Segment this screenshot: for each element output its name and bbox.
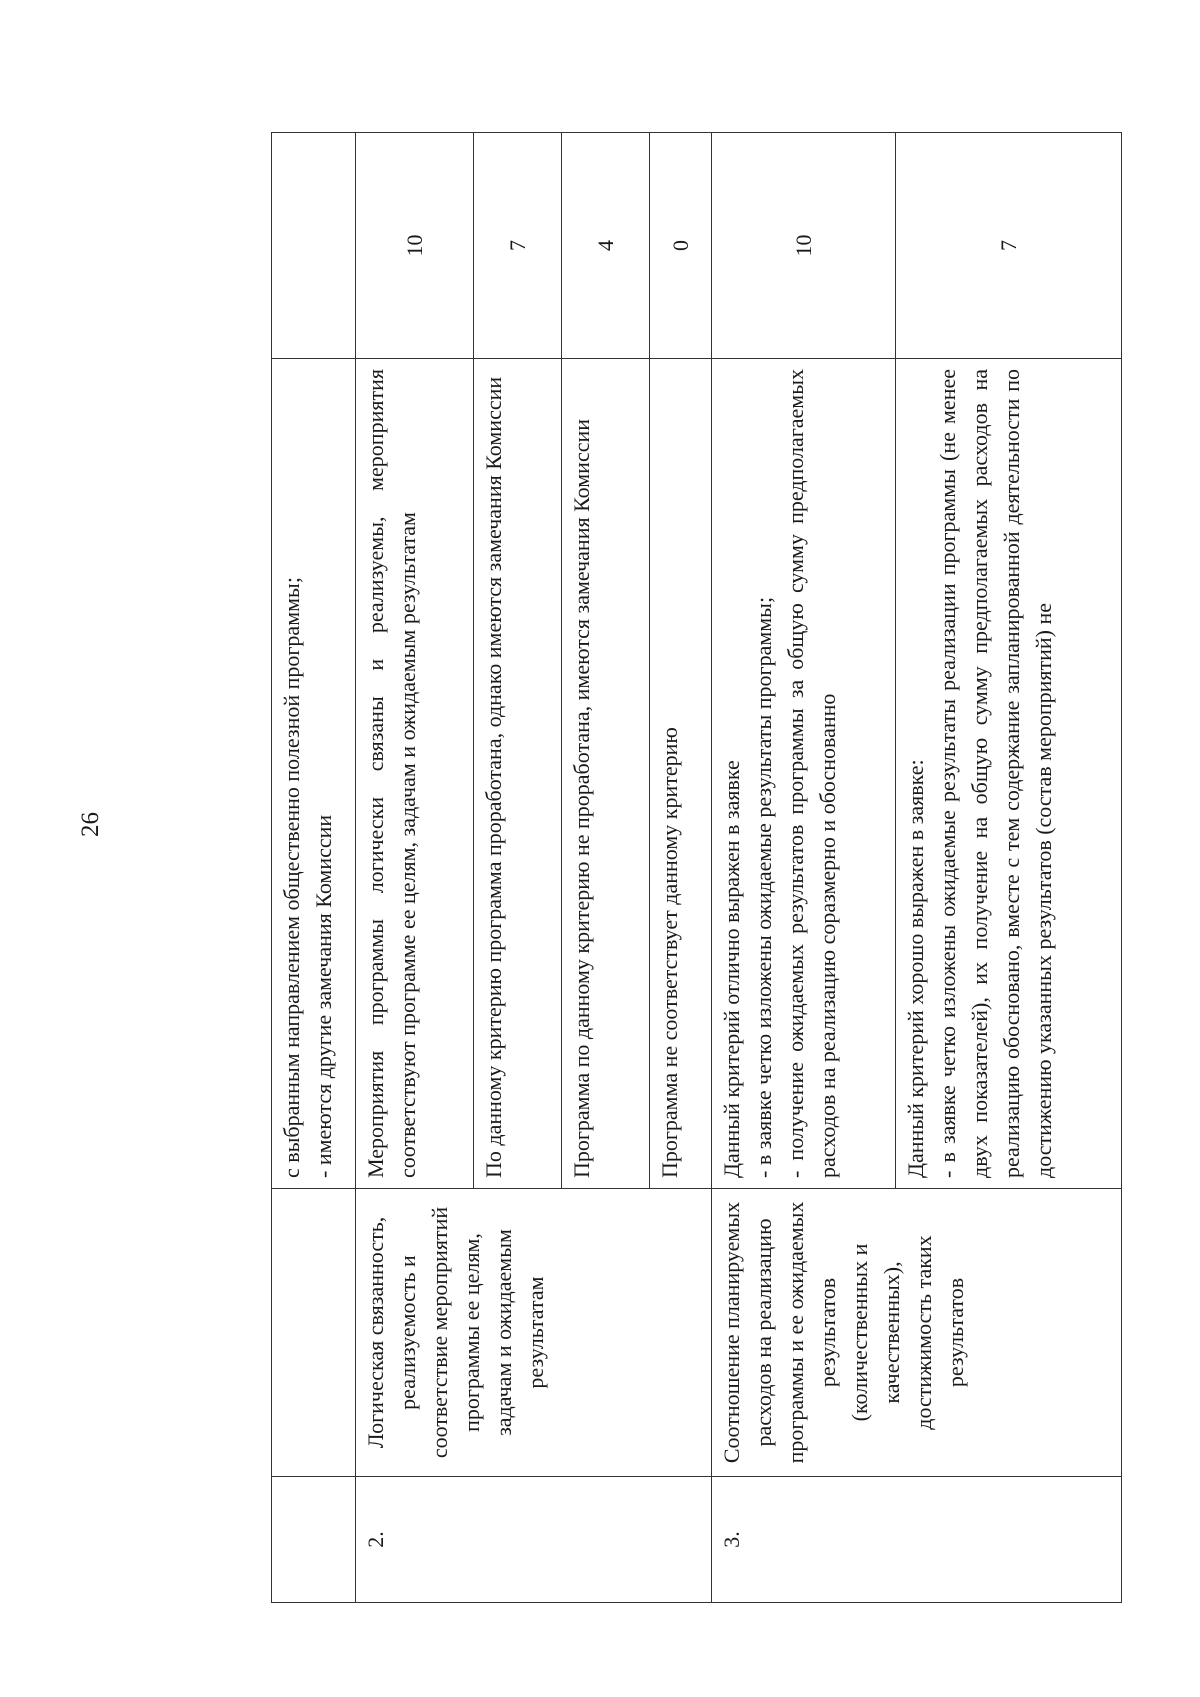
description-line: - в заявке четко изложены ожидаемые результаты реализации программы (не менее двух показателей), их получение на общую сумму предполагаемых расходов на реализацию обосновано, вместе с тем содержание запланированной деятельности по достижению указанных результатов (состав мероприятий) не (935, 369, 1056, 1178)
description-line: Мероприятия программы логически связаны и реализуемы, мероприятия соответствуют программе ее целям, задачам и ожидаемым результатам (363, 369, 420, 1178)
description-cell (896, 359, 1122, 1189)
description-line: Программа не соответствует данному критерию (657, 727, 682, 1178)
description-cell (650, 359, 712, 1189)
description-cell (712, 359, 896, 1189)
description-cell (272, 359, 356, 1189)
criterion-cell: Логическая связанность, реализуемость и соответствие мероприятий программы ее целям, задачам и ожидаемым результатам (356, 1189, 712, 1477)
table-row (272, 133, 356, 1603)
description-line: с выбранным направлением общественно полезной программы; (279, 577, 304, 1178)
table-row (712, 133, 896, 1603)
score-cell: 0 (650, 133, 712, 359)
criterion-cell (272, 1189, 356, 1477)
description-line: - имеются другие замечания Комиссии (311, 814, 336, 1178)
description-cell (474, 359, 562, 1189)
page-number: 26 (77, 812, 104, 837)
description-cell (562, 359, 650, 1189)
table-row (356, 133, 474, 1603)
score-cell: 7 (896, 133, 1122, 359)
score-cell: 10 (356, 133, 474, 359)
description-cell (356, 359, 474, 1189)
description-line: Данный критерий отлично выражен в заявке (719, 760, 744, 1178)
description-line: Программа по данному критерию не проработана, имеются замечания Комиссии (569, 418, 594, 1178)
score-cell: 10 (712, 133, 896, 359)
description-line: - в заявке четко изложены ожидаемые результаты программы; (751, 596, 776, 1178)
criteria-table (271, 132, 1122, 1603)
description-line: - получение ожидаемых результатов программы за общую сумму предполагаемых расходов на реализацию соразмерно и обоснованно (783, 369, 840, 1178)
score-cell: 7 (474, 133, 562, 359)
row-number-cell (272, 1477, 356, 1603)
row-number-cell: 2. (356, 1477, 712, 1603)
row-number-cell: 3. (712, 1477, 1122, 1603)
criterion-cell: Соотношение планируемых расходов на реализацию программы и ее ожидаемых результатов (количественных и качественных), достижимость таких результатов (712, 1189, 1122, 1477)
score-cell: 4 (562, 133, 650, 359)
description-line: По данному критерию программа проработана, однако имеются замечания Комиссии (481, 376, 506, 1178)
score-cell (272, 133, 356, 359)
description-line: Данный критерий хорошо выражен в заявке: (903, 759, 928, 1178)
